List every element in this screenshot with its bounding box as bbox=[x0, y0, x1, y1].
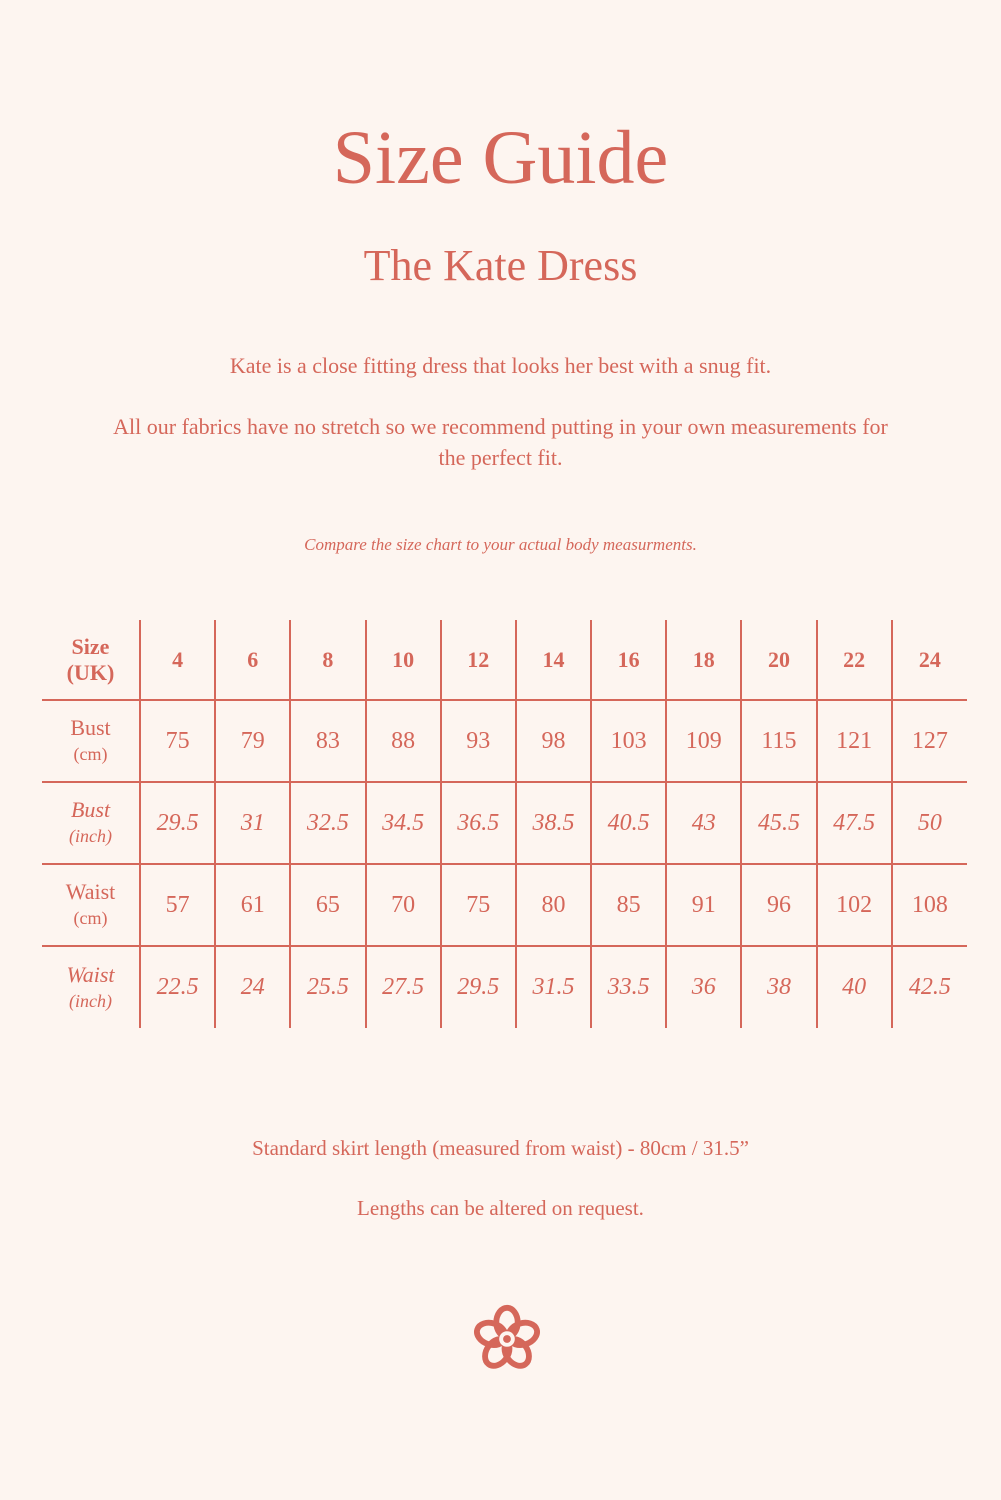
table-cell: 29.5 bbox=[140, 782, 215, 864]
table-cell: 31.5 bbox=[516, 946, 591, 1028]
size-column-header: 14 bbox=[516, 620, 591, 700]
bust-inch-row bbox=[42, 782, 967, 864]
row-label-main: Bust bbox=[70, 715, 111, 740]
row-label-unit: (inch) bbox=[69, 990, 112, 1011]
table-cell: 65 bbox=[290, 864, 365, 946]
size-header-label bbox=[42, 620, 140, 700]
product-name: The Kate Dress bbox=[363, 241, 638, 290]
table-cell: 24 bbox=[215, 946, 290, 1028]
table-cell: 36 bbox=[666, 946, 741, 1028]
table-cell: 50 bbox=[892, 782, 967, 864]
table-cell: 25.5 bbox=[290, 946, 365, 1028]
table-cell: 79 bbox=[215, 700, 290, 782]
table-cell: 103 bbox=[591, 700, 666, 782]
table-cell: 70 bbox=[366, 864, 441, 946]
row-label bbox=[42, 700, 140, 782]
size-header-unit: (UK) bbox=[66, 659, 115, 685]
table-cell: 43 bbox=[666, 782, 741, 864]
table-cell: 88 bbox=[366, 700, 441, 782]
flower-icon bbox=[468, 1300, 546, 1378]
table-cell: 85 bbox=[591, 864, 666, 946]
table-cell: 121 bbox=[817, 700, 892, 782]
size-header-main: Size bbox=[71, 633, 110, 659]
table-cell: 96 bbox=[741, 864, 816, 946]
table-cell: 109 bbox=[666, 700, 741, 782]
table-cell: 34.5 bbox=[366, 782, 441, 864]
size-column-header: 16 bbox=[591, 620, 666, 700]
table-cell: 22.5 bbox=[140, 946, 215, 1028]
table-cell: 40.5 bbox=[591, 782, 666, 864]
size-column-header: 10 bbox=[366, 620, 441, 700]
table-cell: 115 bbox=[741, 700, 816, 782]
size-column-header: 6 bbox=[215, 620, 290, 700]
size-header-row bbox=[42, 620, 967, 700]
table-cell: 83 bbox=[290, 700, 365, 782]
size-column-header: 8 bbox=[290, 620, 365, 700]
table-cell: 42.5 bbox=[892, 946, 967, 1028]
row-label bbox=[42, 864, 140, 946]
row-label-unit: (cm) bbox=[73, 744, 108, 764]
table-cell: 38.5 bbox=[516, 782, 591, 864]
table-cell: 45.5 bbox=[741, 782, 816, 864]
table-cell: 80 bbox=[516, 864, 591, 946]
size-column-header: 24 bbox=[892, 620, 967, 700]
table-cell: 127 bbox=[892, 700, 967, 782]
waist-cm-row bbox=[42, 864, 967, 946]
table-cell: 33.5 bbox=[591, 946, 666, 1028]
table-cell: 31 bbox=[215, 782, 290, 864]
table-cell: 29.5 bbox=[441, 946, 516, 1028]
table-cell: 27.5 bbox=[366, 946, 441, 1028]
table-cell: 93 bbox=[441, 700, 516, 782]
table-cell: 57 bbox=[140, 864, 215, 946]
row-label-main: Waist bbox=[66, 961, 115, 987]
table-cell: 47.5 bbox=[817, 782, 892, 864]
table-cell: 91 bbox=[666, 864, 741, 946]
fabric-note: All our fabrics have no stretch so we recommend putting in your own measurements for the perfect fit. bbox=[113, 414, 888, 470]
table-cell: 75 bbox=[441, 864, 516, 946]
table-cell: 75 bbox=[140, 700, 215, 782]
size-column-header: 18 bbox=[666, 620, 741, 700]
table-cell: 40 bbox=[817, 946, 892, 1028]
table-cell: 38 bbox=[741, 946, 816, 1028]
row-label-unit: (inch) bbox=[69, 826, 112, 846]
table-cell: 108 bbox=[892, 864, 967, 946]
row-label-main: Bust bbox=[70, 797, 111, 822]
size-column-header: 4 bbox=[140, 620, 215, 700]
table-cell: 98 bbox=[516, 700, 591, 782]
size-column-header: 22 bbox=[817, 620, 892, 700]
bust-cm-row bbox=[42, 700, 967, 782]
fit-description: Kate is a close fitting dress that looks her best with a snug fit. bbox=[229, 353, 772, 378]
size-table bbox=[42, 620, 967, 1028]
table-cell: 32.5 bbox=[290, 782, 365, 864]
row-label-main: Waist bbox=[65, 879, 116, 904]
size-column-header: 20 bbox=[741, 620, 816, 700]
row-label-unit: (cm) bbox=[73, 908, 108, 928]
skirt-length-note: Standard skirt length (measured from waist) - 80cm / 31.5” bbox=[252, 1136, 749, 1160]
compare-note: Compare the size chart to your actual body measurments. bbox=[304, 535, 697, 554]
size-column-header: 12 bbox=[441, 620, 516, 700]
alteration-note: Lengths can be altered on request. bbox=[357, 1196, 644, 1220]
row-label bbox=[42, 946, 140, 1028]
table-cell: 61 bbox=[215, 864, 290, 946]
table-cell: 102 bbox=[817, 864, 892, 946]
row-label bbox=[42, 782, 140, 864]
table-cell: 36.5 bbox=[441, 782, 516, 864]
waist-inch-row bbox=[42, 946, 967, 1028]
page-title: Size Guide bbox=[332, 116, 669, 200]
